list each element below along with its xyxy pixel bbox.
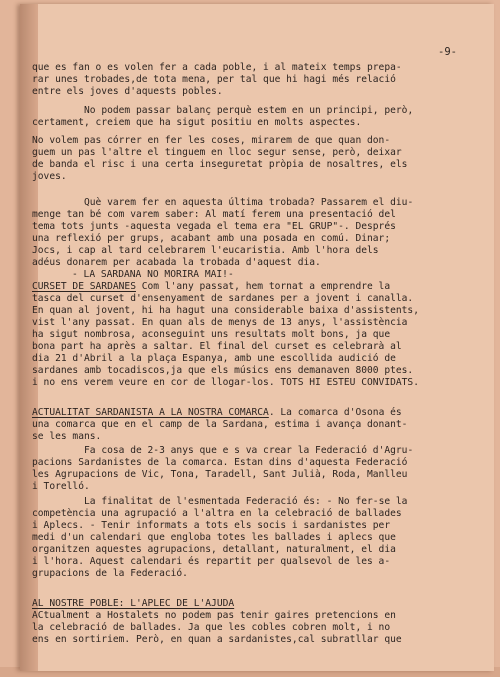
text-line — [32, 634, 402, 647]
text-line — [32, 147, 402, 160]
document-page — [20, 4, 494, 671]
line-text: Què varem fer en aquesta última trobada? Passarem el diu- — [84, 197, 414, 208]
text-line — [84, 445, 413, 458]
line-text: organitzen aquestes agrupacions, detallant, naturalment, el dia — [32, 544, 396, 555]
text-line — [84, 105, 413, 118]
text-line — [32, 171, 67, 184]
text-line — [32, 233, 390, 246]
line-text: La finalitat de l'esmentada Federació és: - No fer-se la — [84, 496, 408, 507]
section-heading: AL NOSTRE POBLE: L'APLEC DE L'AJUDA — [32, 598, 235, 609]
line-text: guem un pas l'altre el tinguem en lloc segur sense, però, deixar — [32, 147, 402, 158]
section-heading-line — [32, 598, 234, 611]
text-line — [32, 257, 321, 270]
page-number: -9- — [438, 46, 457, 58]
line-text: de banda el risc i una certa inseguretat pròpia de nosaltres, els — [32, 159, 408, 170]
text-line — [32, 293, 413, 306]
text-line — [32, 86, 223, 99]
section-heading: CURSET DE SARDANES — [32, 281, 136, 292]
line-text: Fa cosa de 2-3 anys que e s va crear la Federació d'Agru- — [84, 445, 414, 456]
line-text: . La comarca d'Osona és — [268, 407, 402, 418]
text-line — [32, 221, 396, 234]
line-text: certament, creiem que ha sigut positiu en molts aspectes. — [32, 117, 362, 128]
line-text: entre els joves d'aquests pobles. — [32, 86, 223, 97]
line-text: tasca del curset d'ensenyament de sardanes per a jovent i canalla. — [32, 293, 414, 304]
line-text: Jocs, i cap al tard celebrarem l'eucaristia. Amb l'hora dels — [32, 245, 379, 256]
line-text: ens en sortiriem. Però, en quan a sardanistes,cal subratllar que — [32, 634, 402, 645]
line-text: se les mans. — [32, 431, 102, 442]
text-line — [32, 365, 413, 378]
section-heading: ACTUALITAT SARDANISTA A LA NOSTRA COMARCA — [32, 407, 269, 418]
line-text: pacions Sardanistes de la comarca. Estan dins d'aquesta Federació — [32, 457, 408, 468]
line-text: i l'hora. Aquest calendari és repartit per qualsevol de les a- — [32, 556, 391, 567]
line-text: sardanes amb tocadiscos,ja que els músics ens demanaven 8000 ptes. — [32, 365, 414, 376]
line-text: una comarca que en el camp de la Sardana, estima i avança donant- — [32, 419, 408, 430]
line-text: No podem passar balanç perquè estem en un principi, però, — [84, 105, 414, 116]
text-line — [32, 469, 407, 482]
line-text: menge tan bé com varem saber: Al matí ferem una presentació del — [32, 209, 396, 220]
line-text: ACtualment a Hostalets no podem pas tenir gaires pretencions en — [32, 610, 396, 621]
line-text: rar unes trobades,de tota mena, per tal que hi hagi més relació — [32, 74, 396, 85]
line-text: Com l'any passat, hem tornat a emprendre la — [135, 281, 391, 292]
text-line — [32, 568, 188, 581]
text-line — [32, 305, 419, 318]
line-text: En quan al jovent, hi ha hagut una considerable baixa d'assistents, — [32, 305, 419, 316]
line-text: joves. — [32, 171, 67, 182]
text-line — [72, 269, 234, 282]
section-heading-line — [32, 281, 390, 294]
text-line — [32, 245, 379, 258]
line-text: tema tots junts -aquesta vegada el tema era "EL GRUP"-. Després — [32, 221, 396, 232]
text-line — [32, 520, 390, 533]
line-text: una reflexió per grups, acabant amb una posada en comú. Dinar; — [32, 233, 391, 244]
text-line — [32, 74, 396, 87]
section-heading-line — [32, 407, 402, 420]
line-text: grupacions de la Federació. — [32, 568, 188, 579]
text-line — [32, 508, 402, 521]
line-text: les Agrupacions de Vic, Tona, Taradell, Sant Julià, Roda, Manlleu — [32, 469, 408, 480]
line-text: i no ens verem veure en cor de llogar-los. TOTS HI ESTEU CONVIDATS. — [32, 377, 419, 388]
line-text: No volem pas córrer en fer les coses, mirarem de que quan don- — [32, 135, 391, 146]
line-text: vist l'any passat. En quan als de menys de 13 anys, l'assistència — [32, 317, 408, 328]
line-text: - LA SARDANA NO MORIRA MAI!- — [72, 269, 234, 280]
line-text: medi d'un calendari que engloba totes les ballades i aplecs que — [32, 532, 396, 543]
text-line — [32, 159, 407, 172]
line-text: que es fan o es volen fer a cada poble, i al mateix temps prepa- — [32, 62, 402, 73]
text-line — [32, 377, 419, 390]
text-line — [84, 496, 407, 509]
text-line — [32, 317, 407, 330]
text-line — [32, 622, 390, 635]
line-text: la celebració de ballades. Ja que les cobles cobren molt, i no — [32, 622, 391, 633]
text-line — [32, 135, 390, 148]
text-line — [32, 353, 396, 366]
text-line — [32, 419, 407, 432]
text-line — [32, 431, 101, 444]
text-line — [32, 62, 402, 75]
line-text: ha sigut nombrosa, aconseguint uns resultats molt bons, ja que — [32, 329, 391, 340]
line-text: i Aplecs. - Tenir informats a tots els socis i sardanistes per — [32, 520, 391, 531]
text-line — [32, 117, 361, 130]
text-line — [32, 481, 90, 494]
text-line — [32, 341, 402, 354]
line-text: competència una agrupació a l'altra en la celebració de ballades — [32, 508, 402, 519]
line-text: dia 21 d'Abril a la plaça Espanya, amb une escollida audició de — [32, 353, 396, 364]
text-line — [32, 329, 390, 342]
line-text: i Torelló. — [32, 481, 90, 492]
text-line — [32, 610, 396, 623]
line-text: bona part ha après a saltar. El final del curset es celebrarà al — [32, 341, 402, 352]
text-line — [32, 457, 407, 470]
text-line — [32, 556, 390, 569]
text-line — [84, 197, 413, 210]
text-line — [32, 544, 396, 557]
text-line — [32, 532, 396, 545]
text-line — [32, 209, 396, 222]
line-text: adéus donarem per acabada la trobada d'aquest dia. — [32, 257, 321, 268]
